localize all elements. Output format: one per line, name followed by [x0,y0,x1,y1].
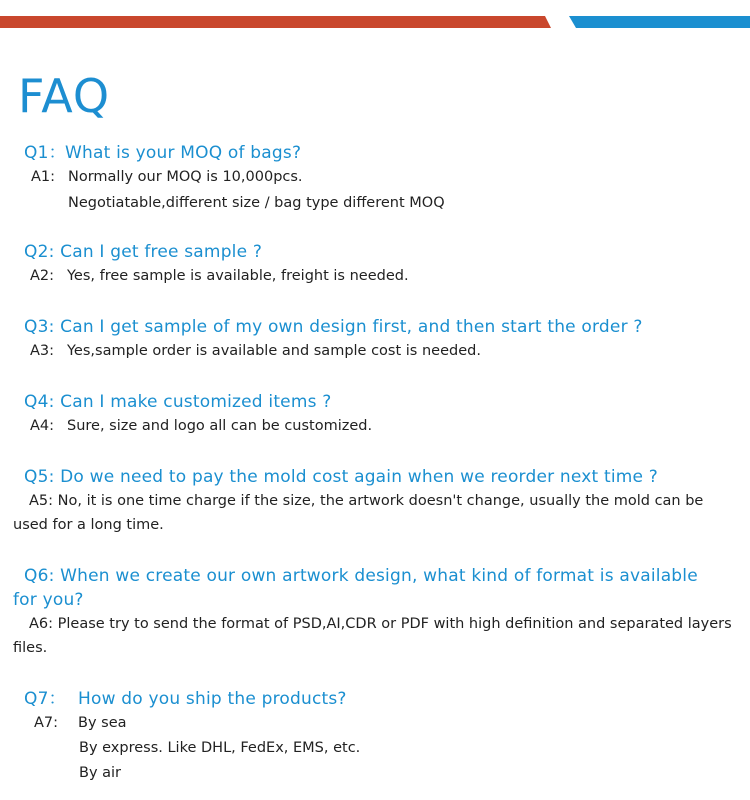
question-text: What is your MOQ of bags? [65,143,302,163]
answer-line: Normally our MOQ is 10,000pcs. [68,169,303,185]
answer-line: By sea [78,715,127,731]
blue-accent-bar [569,16,750,28]
faq-answer [0,414,750,438]
faq-question [0,141,750,165]
faq-answer: A5: No, it is one time charge if the size, the artwork doesn't change, usually the mold can be used for a long time. [13,493,704,533]
header-decoration [0,16,750,28]
answer-label: A4: [30,418,55,434]
answer-line: By air [79,765,122,781]
faq-item-3 [0,315,750,363]
faq-question: Q5: Do we need to pay the mold cost again when we reorder next time ? [24,467,658,487]
faq-item-7 [0,687,750,785]
faq-item-4 [0,390,750,438]
faq-item-2 [0,240,750,288]
answer-line: Sure, size and logo all can be customized. [67,418,373,434]
red-accent-bar [0,16,551,28]
question-label: Q1： [24,143,66,163]
answer-line: Yes, free sample is available, freight is needed. [67,268,409,284]
page-title: FAQ [18,69,111,123]
answer-label: A1: [31,169,56,185]
faq-answer [0,711,750,735]
faq-question: Q2: Can I get free sample ? [24,242,263,262]
faq-item-6 [0,564,750,660]
question-text: How do you ship the products? [78,689,347,709]
faq-answer [0,339,750,363]
faq-question: Q6: When we create our own artwork design, what kind of format is available for you? [13,566,698,610]
answer-label: A2: [30,268,55,284]
question-label: Q7： [24,689,66,709]
faq-question: Q4: Can I make customized items ? [24,392,332,412]
faq-question: Q3: Can I get sample of my own design first, and then start the order ? [24,317,643,337]
faq-answer [0,165,750,189]
answer-line: Negotiatable,different size / bag type different MOQ [68,195,445,211]
answer-label: A3: [30,343,55,359]
faq-item-1 [0,141,750,215]
answer-line: Yes,sample order is available and sample cost is needed. [67,343,481,359]
answer-line: By express. Like DHL, FedEx, EMS, etc. [79,740,361,756]
faq-question [0,687,750,711]
answer-label: A7: [34,715,59,731]
faq-answer [0,264,750,288]
faq-item-5 [0,465,750,537]
faq-answer: A6: Please try to send the format of PSD,AI,CDR or PDF with high definition and separated layers files. [13,616,732,656]
